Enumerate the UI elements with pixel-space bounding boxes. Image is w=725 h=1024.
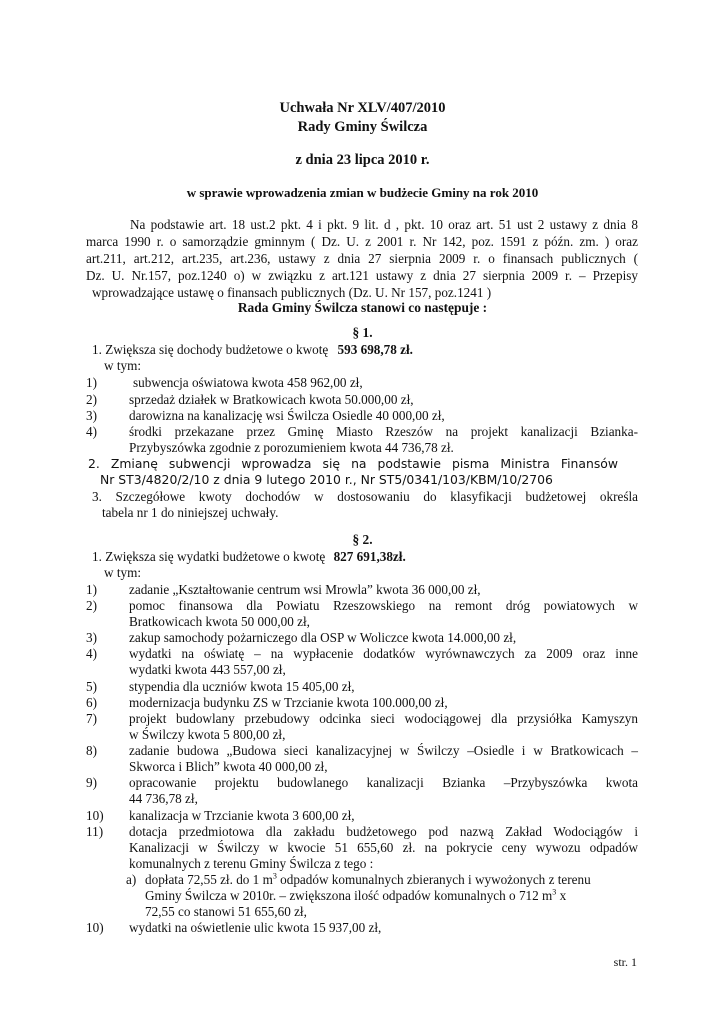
item-number: 8) xyxy=(86,743,97,758)
section-1-paragraph-3-continuation: tabela nr 1 do niniejszej uchwały. xyxy=(102,505,279,520)
subitem-text: Gminy Świlcza w 2010r. – zwiększona ilość odpadów komunalnych o 712 m xyxy=(145,888,553,903)
section-1-paragraph-2-continuation: Nr ST3/4820/2/10 z dnia 9 lutego 2010 r., Nr ST5/0341/103/KBM/10/2706 xyxy=(100,472,553,487)
resolution-date: z dnia 23 lipca 2010 r. xyxy=(295,152,430,168)
expense-item: pomoc finansowa dla Powiatu Rzeszowskiego na remont dróg powiatowych w xyxy=(129,598,638,613)
section-1-paragraph-1 xyxy=(92,342,413,358)
resolution-title: Uchwała Nr XLV/407/2010 xyxy=(279,100,446,116)
item-number: 1) xyxy=(86,582,97,597)
income-item: sprzedaż działek w Bratkowicach kwota 50.000,00 zł, xyxy=(129,392,414,407)
item-number: 10) xyxy=(86,808,104,823)
expense-item-continuation: Skworca i Blich” kwota 40 000,00 zł, xyxy=(129,759,328,774)
section-1-paragraph-2: 2. Zmianę subwencji wprowadza się na podstawie pisma Ministra Finansów xyxy=(88,456,618,471)
page-number: str. 1 xyxy=(613,955,637,969)
expense-item: zadanie budowa „Budowa sieci kanalizacyjnej w Świlczy –Osiedle i w Bratkowicach – xyxy=(129,743,638,758)
item-number: 1) xyxy=(86,375,97,390)
expense-item: zakup samochody pożarniczego dla OSP w Woliczce kwota 14.000,00 zł, xyxy=(129,630,517,645)
expense-item-continuation: wydatki kwota 443 557,00 zł, xyxy=(129,662,286,677)
item-number: 3) xyxy=(86,630,97,645)
preamble-line: Dz. U. Nr.157, poz.1240 o) w związku z art.121 ustawy z dnia 27 sierpnia 2009 r. – Przepisy xyxy=(86,268,638,283)
preamble-line: Na podstawie art. 18 ust.2 pkt. 4 i pkt. 9 lit. d , pkt. 10 oraz art. 51 ust 2 ustawy z dnia 8 xyxy=(130,217,638,232)
superscript: 3 xyxy=(552,887,557,897)
item-number: 4) xyxy=(86,646,97,661)
expense-item: opracowanie projektu budowlanego kanalizacji Bzianka –Przybyszówka kwota xyxy=(129,775,638,790)
in-that-label: w tym: xyxy=(104,358,141,373)
superscript: 3 xyxy=(272,871,277,881)
council-name: Rady Gminy Świlcza xyxy=(297,119,428,135)
expense-item: stypendia dla uczniów kwota 15 405,00 zł, xyxy=(129,679,355,694)
item-number: 11) xyxy=(86,824,104,839)
subitem-line xyxy=(145,888,566,904)
expense-increase-amount: 827 691,38zł. xyxy=(333,549,406,564)
item-number: 7) xyxy=(86,711,97,726)
income-increase-label: 1. Zwiększa się dochody budżetowe o kwotę xyxy=(92,342,329,357)
item-number: 3) xyxy=(86,408,97,423)
expense-item-continuation: komunalnych z terenu Gminy Świlcza z tego : xyxy=(129,856,374,871)
expense-item: wydatki na oświatę – na wypłacenie dodatków wyrównawczych za 2009 oraz inne xyxy=(129,646,638,661)
subitem-line: 72,55 co stanowi 51 655,60 zł, xyxy=(145,904,307,919)
subitem-text: dopłata 72,55 zł. do 1 m xyxy=(145,872,273,887)
subitem-text: x xyxy=(556,888,567,903)
subitem-text: odpadów komunalnych zbieranych i wywożonych z terenu xyxy=(276,872,591,887)
section-1-paragraph-3: 3. Szczegółowe kwoty dochodów w dostosowaniu do klasyfikacji budżetowej określa xyxy=(92,489,638,504)
income-item: darowizna na kanalizację wsi Świlcza Osiedle 40 000,00 zł, xyxy=(129,408,445,423)
section-2-heading: § 2. xyxy=(352,532,373,547)
income-item-continuation: Przybyszówka zgodnie z porozumieniem kwota 44 736,78 zł. xyxy=(129,440,454,455)
item-number: 2) xyxy=(86,392,97,407)
expense-item: dotacja przedmiotowa dla zakładu budżetowego pod nazwą Zakład Wodociągów i xyxy=(129,824,638,839)
expense-item-continuation: Bratkowicach kwota 50 000,00 zł, xyxy=(129,614,310,629)
expense-item: zadanie „Kształtowanie centrum wsi Mrowla” kwota 36 000,00 zł, xyxy=(129,582,481,597)
in-that-label: w tym: xyxy=(104,565,141,580)
preamble-line: marca 1990 r. o samorządzie gminnym ( Dz. U. z 2001 r. Nr 142, poz. 1591 z późn. zm. ) oraz xyxy=(86,234,638,249)
item-number: 2) xyxy=(86,598,97,613)
expense-item: wydatki na oświetlenie ulic kwota 15 937,00 zł, xyxy=(129,920,382,935)
income-increase-amount: 593 698,78 zł. xyxy=(337,342,413,357)
item-number: 6) xyxy=(86,695,97,710)
item-number: 4) xyxy=(86,424,97,439)
section-2-paragraph-1 xyxy=(92,549,406,565)
section-1-heading: § 1. xyxy=(352,325,373,340)
item-number: 10) xyxy=(86,920,104,935)
expense-item: modernizacja budynku ZS w Trzcianie kwota 100.000,00 zł, xyxy=(129,695,448,710)
subitem-letter: a) xyxy=(126,872,137,887)
item-number: 9) xyxy=(86,775,97,790)
preamble-line: wprowadzające ustawę o finansach publicznych (Dz. U. Nr 157, poz.1241 ) xyxy=(92,285,492,300)
expense-item: kanalizacja w Trzcianie kwota 3 600,00 zł, xyxy=(129,808,355,823)
expense-item-continuation: 44 736,78 zł, xyxy=(129,791,198,806)
income-item: środki przekazane przez Gminę Miasto Rzeszów na projekt kanalizacji Bzianka- xyxy=(129,424,638,439)
expense-increase-label: 1. Zwiększa się wydatki budżetowe o kwotę xyxy=(92,549,326,564)
subitem-line xyxy=(145,872,591,888)
item-number: 5) xyxy=(86,679,97,694)
resolution-subject: w sprawie wprowadzenia zmian w budżecie Gminy na rok 2010 xyxy=(186,185,539,200)
expense-item-continuation: w Świlczy kwota 5 800,00 zł, xyxy=(129,727,286,742)
expense-item-continuation: Kanalizacji w Świlczy w kwocie 51 655,60 zł. na pokrycie ceny wywozu odpadów xyxy=(129,840,638,855)
expense-item: projekt budowlany przebudowy odcinka sieci wodociągowej dla przysiółka Kamyszyn xyxy=(129,711,638,726)
resolves-statement: Rada Gminy Świlcza stanowi co następuje : xyxy=(237,300,488,315)
preamble-line: art.211, art.212, art.235, art.236, ustawy z dnia 27 sierpnia 2009 r. o finansach publicznych ( xyxy=(86,251,638,266)
income-item: subwencja oświatowa kwota 458 962,00 zł, xyxy=(133,375,363,390)
